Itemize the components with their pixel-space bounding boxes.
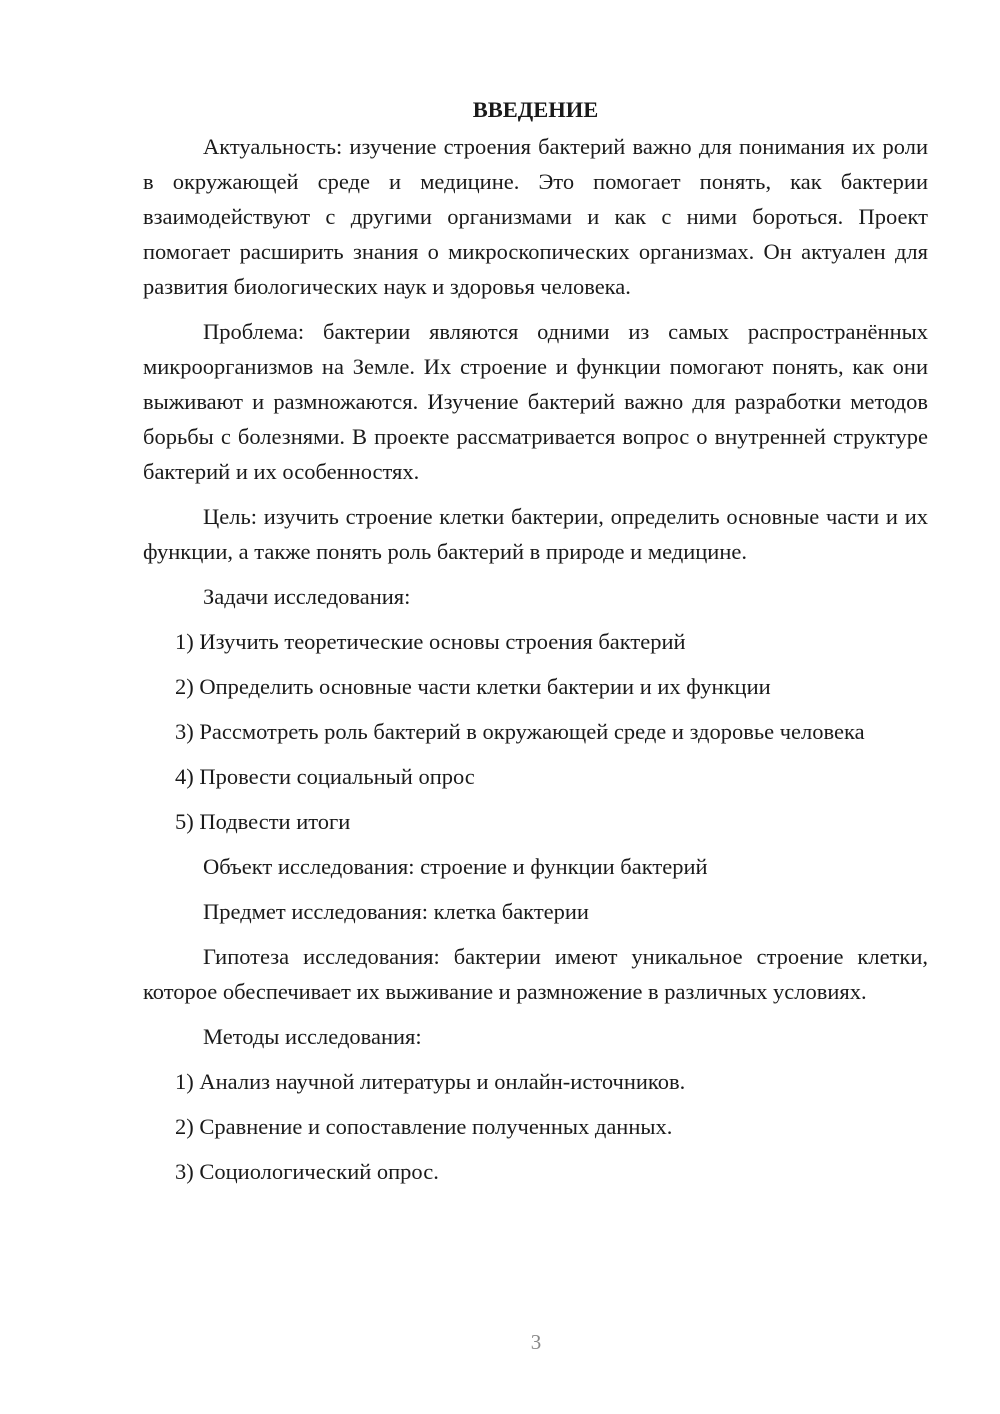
method-item-1: 1) Анализ научной литературы и онлайн-источников. — [175, 1069, 686, 1094]
research-subject: Предмет исследования: клетка бактерии — [203, 899, 589, 924]
method-item-3: 3) Социологический опрос. — [175, 1159, 439, 1184]
method-item-2: 2) Сравнение и сопоставление полученных данных. — [175, 1114, 673, 1139]
hypothesis-paragraph: Гипотеза исследования: бактерии имеют уникальное строение клетки, которое обеспечивает их выживание и размножение в различных условиях. — [143, 944, 928, 1004]
task-item-5: 5) Подвести итоги — [175, 809, 351, 834]
section-title: ВВЕДЕНИЕ — [472, 97, 599, 122]
tasks-heading: Задачи исследования: — [203, 584, 411, 609]
task-item-3: 3) Рассмотреть роль бактерий в окружающей среде и здоровье человека — [175, 719, 865, 744]
task-item-2: 2) Определить основные части клетки бактерии и их функции — [175, 674, 771, 699]
task-item-1: 1) Изучить теоретические основы строения бактерий — [175, 629, 686, 654]
page-content — [143, 92, 928, 1199]
page-number: 3 — [530, 1330, 542, 1354]
problem-paragraph: Проблема: бактерии являются одними из самых распространённых микроорганизмов на Земле. Их строение и функции помогают понять, как они выживают и размножаются. Изучение бактерий важно для разработки методов борьбы с болезнями. В проекте рассматривается вопрос о внутренней структуре бактерий и их особенностях. — [143, 319, 928, 484]
relevance-paragraph: Актуальность: изучение строения бактерий важно для понимания их роли в окружающей среде и медицине. Это помогает понять, как бактерии взаимодействуют с другими организмами и как с ними бороться. Проект помогает расширить знания о микроскопических организмах. Он актуален для развития биологических наук и здоровья человека. — [143, 134, 928, 299]
methods-heading: Методы исследования: — [203, 1024, 422, 1049]
goal-paragraph: Цель: изучить строение клетки бактерии, определить основные части и их функции, а также понять роль бактерий в природе и медицине. — [143, 504, 928, 564]
task-item-4: 4) Провести социальный опрос — [175, 764, 475, 789]
research-object: Объект исследования: строение и функции бактерий — [203, 854, 708, 879]
